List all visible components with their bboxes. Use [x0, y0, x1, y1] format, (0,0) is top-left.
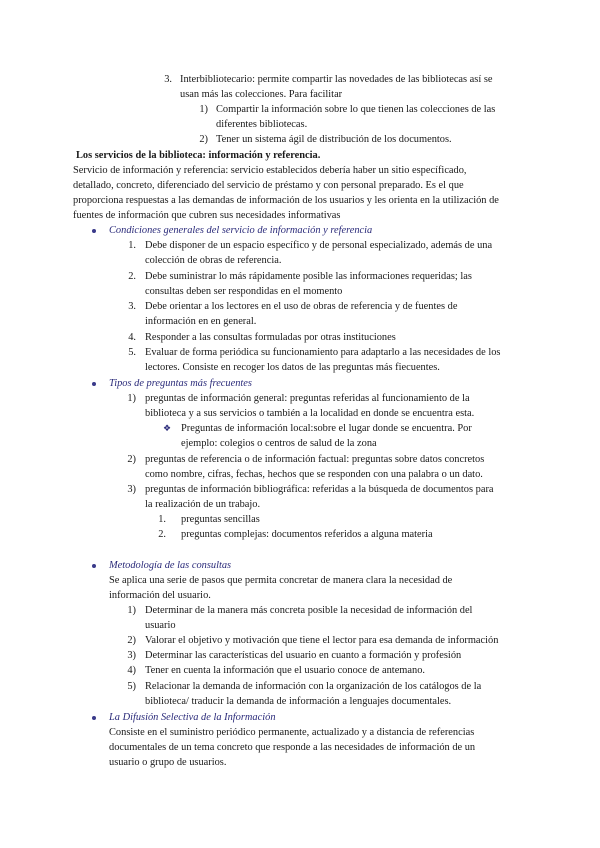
list-item-line: usan más las colecciones. Para facilitar: [180, 89, 343, 100]
list-item-line: preguntas de referencia o de información factual: preguntas sobre datos concretos: [145, 454, 485, 465]
list-item-line: Tener un sistema ágil de distribución de los documentos.: [216, 134, 452, 145]
list-number: 2): [199, 134, 208, 145]
list-item-line: biblioteca y a sus servicios o también a la localidad en donde se encuentra esta.: [145, 408, 475, 419]
list-item-line: la realización de un trabajo.: [145, 499, 261, 510]
list-item-line: Responder a las consultas formuladas por otras instituciones: [145, 332, 396, 343]
list-item-line: Relacionar la demanda de información con la organización de los catálogos de la: [145, 681, 482, 692]
list-item-line: Valorar el objetivo y motivación que tiene el lector para esa demanda de información: [145, 635, 499, 646]
list-item-line: Determinar de la manera más concreta posible la necesidad de información del: [145, 605, 473, 616]
list-number: 5): [127, 681, 136, 692]
bullet-icon: [92, 564, 96, 568]
list-item-line: como nombre, cifras, fechas, hechos que se responden con una palabra o un dato.: [145, 469, 483, 480]
paragraph-line: Se aplica una serie de pasos que permita concretar de manera clara la necesidad de: [109, 575, 453, 586]
list-number: 5.: [128, 347, 136, 358]
list-item-line: Compartir la información sobre lo que tienen las colecciones de las: [216, 104, 496, 115]
diamond-bullet-icon: ❖: [163, 423, 172, 433]
list-number: 2): [127, 635, 136, 646]
paragraph-line: Consiste en el suministro periódico permanente, actualizado y a distancia de referencias: [109, 727, 475, 738]
section-heading: Los servicios de la biblioteca: información y referencia.: [76, 150, 321, 161]
list-item-line: ejemplo: colegios o centros de salud de la zona: [181, 438, 377, 449]
list-number: 2.: [128, 271, 136, 282]
list-item-line: preguntas de información general: preguntas referidas al funcionamiento de la: [145, 393, 470, 404]
paragraph-line: fuentes de información que cubren sus necesidades informativas: [73, 210, 341, 221]
list-item-line: información en en general.: [145, 316, 257, 327]
list-number: 1): [199, 104, 208, 115]
list-item-line: preguntas complejas: documentos referidos a alguna materia: [181, 529, 433, 540]
list-number: 1.: [128, 240, 136, 251]
list-number: 1): [127, 393, 136, 404]
paragraph-line: Servicio de información y referencia: servicio establecidos debería haber un sitio específicado,: [73, 165, 467, 176]
list-item-line: preguntas sencillas: [181, 514, 260, 525]
bullet-icon: [92, 716, 96, 720]
list-item-line: lectores. Consiste en recoger los datos de las preguntas más fiecuentes.: [145, 362, 440, 373]
section-title: Tipos de preguntas más frecuentes: [109, 378, 252, 389]
list-item-line: preguntas de información bibliográfica: referidas a la búsqueda de documentos para: [145, 484, 494, 495]
paragraph-line: detallado, concreto, diferenciado del servicio de préstamo y con personal preparado. Es el que: [73, 180, 464, 191]
paragraph-line: usuario o grupo de usuarios.: [109, 757, 227, 768]
paragraph-line: documentales de un tema concreto que responde a las necesidades de información de un: [109, 742, 476, 753]
list-item-line: Debe disponer de un espacio específico y de personal especializado, además de una: [145, 240, 493, 251]
list-item-line: usuario: [145, 620, 176, 631]
list-item-line: Evaluar de forma periódica su funcionamiento para adaptarlo a las necesidades de los: [145, 347, 501, 358]
list-item-line: biblioteca/ traducir la demanda de información a lenguajes documentales.: [145, 696, 452, 707]
list-number: 4.: [128, 332, 136, 343]
list-number: 1.: [158, 514, 166, 525]
list-item-line: Debe orientar a los lectores en el uso de obras de referencia y de fuentes de: [145, 301, 458, 312]
bullet-icon: [92, 229, 96, 233]
list-number: 3): [127, 650, 136, 661]
list-item-line: Interbibliotecario: permite compartir las novedades de las bibliotecas así se: [180, 74, 493, 85]
list-number: 1): [127, 605, 136, 616]
list-item-line: colección de obras de referencia.: [145, 255, 282, 266]
list-item-line: Tener en cuenta la información que el usuario conoce de antemano.: [145, 665, 425, 676]
list-number: 3.: [164, 74, 172, 85]
list-item-line: Determinar las características del usuario en cuanto a formación y profesión: [145, 650, 462, 661]
list-number: 2.: [158, 529, 166, 540]
section-title: Condiciones generales del servicio de información y referencia: [109, 225, 373, 236]
list-number: 3.: [128, 301, 136, 312]
paragraph-line: información del usuario.: [109, 590, 211, 601]
list-number: 3): [127, 484, 136, 495]
list-item-line: diferentes bibliotecas.: [216, 119, 308, 130]
list-item-line: Preguntas de información local:sobre el lugar donde se encuentra. Por: [181, 423, 472, 434]
list-item-line: consultas deben ser respondidas en el momento: [145, 286, 343, 297]
section-title: La Difusión Selectiva de la Información: [109, 712, 276, 723]
section-title: Metodología de las consultas: [109, 560, 232, 571]
bullet-icon: [92, 382, 96, 386]
list-number: 2): [127, 454, 136, 465]
list-item-line: Debe suministrar lo más rápidamente posible las informaciones requeridas; las: [145, 271, 472, 282]
paragraph-line: proporciona respuestas a las demandas de información de los usuarios y les orienta en la utilización de: [73, 195, 499, 206]
list-number: 4): [127, 665, 136, 676]
